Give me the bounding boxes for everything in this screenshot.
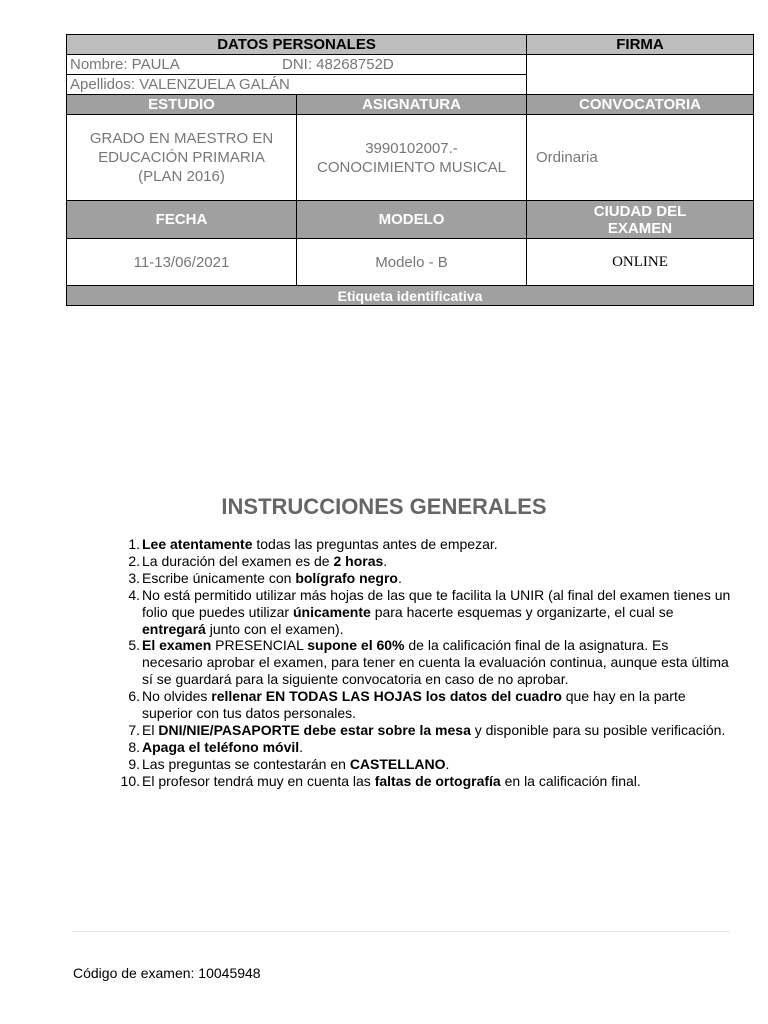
apellidos-field: Apellidos: VALENZUELA GALÁN [67, 75, 527, 95]
instruction-text: No olvides [142, 688, 212, 705]
convocatoria-header: CONVOCATORIA [527, 95, 754, 115]
instruction-bold-text: únicamente [293, 603, 371, 620]
estudio-value [67, 115, 297, 201]
datos-personales-header: DATOS PERSONALES [67, 35, 527, 55]
instruction-text: de la calificación final de la asignatura. Es necesario aprobar el examen, para tener en cuenta la evaluación continua, aunque esta última sí se guardará para la siguiente convocatoria en caso de no aprobar. [142, 637, 729, 688]
instruction-item [128, 755, 732, 773]
instruction-text: y disponible para su posible verificación. [470, 721, 726, 738]
firma-header: FIRMA [527, 35, 754, 55]
instruction-bold-text: rellenar EN TODAS LAS HOJAS los datos del cuadro [211, 688, 562, 705]
exam-header-table [66, 34, 754, 306]
instruction-number: 2. [128, 552, 140, 569]
instruction-bold-text: supone el 60% [307, 637, 405, 654]
instruction-text: La duración del examen es de [142, 552, 334, 569]
instruction-text: No está permitido utilizar más hojas de las que te facilita la UNIR (al final del examen tienes un folio que puedes utilizar [142, 586, 731, 620]
firma-box [527, 55, 754, 95]
instruction-text: que hay en la parte superior con tus datos personales. [142, 688, 686, 722]
instruction-text: El [142, 721, 159, 738]
instructions-list [120, 536, 732, 790]
instruction-number: 9. [128, 755, 140, 772]
instruction-bold-text: bolígrafo negro [295, 569, 398, 586]
ciudad-value: ONLINE [527, 239, 754, 286]
instruction-bold-text: Lee atentamente [142, 536, 253, 552]
asignatura-value [297, 115, 527, 201]
ciudad-line: EXAMEN [607, 219, 673, 237]
instruction-bold-text: El examen [142, 637, 212, 654]
instruction-bold-text: entregará [142, 620, 206, 637]
instruction-text: en la calificación final. [500, 772, 641, 789]
instruction-item [120, 772, 732, 790]
instruction-number: 8. [128, 738, 140, 755]
instruction-bold-text: faltas de ortografía [374, 772, 501, 789]
instruction-text: todas las preguntas antes de empezar. [252, 536, 498, 552]
instruction-text: . [299, 738, 304, 755]
ciudad-header [527, 201, 754, 239]
convocatoria-value: Ordinaria [527, 115, 754, 201]
instruction-text: Escribe únicamente con [142, 569, 296, 586]
instruction-item [128, 569, 732, 587]
instruction-item [128, 738, 732, 756]
instruction-text: junto con el examen). [205, 620, 344, 637]
instruction-text: Las preguntas se contestarán en [142, 755, 350, 772]
instruction-text: . [397, 569, 402, 586]
fecha-value: 11-13/06/2021 [67, 239, 297, 286]
instruction-item [128, 721, 732, 739]
asignatura-line: 3990102007.- [365, 139, 458, 157]
nombre-dni-row [67, 55, 527, 75]
modelo-header: MODELO [297, 201, 527, 239]
instruction-number: 4. [128, 586, 140, 603]
instruction-text: El profesor tendrá muy en cuenta las [142, 772, 375, 789]
estudio-header: ESTUDIO [67, 95, 297, 115]
fecha-header: FECHA [67, 201, 297, 239]
instructions-title: INSTRUCCIONES GENERALES [221, 494, 547, 519]
dni-field: DNI: 48268752D [282, 56, 394, 73]
instruction-bold-text: Apaga el teléfono móvil [142, 738, 300, 755]
estudio-line: EDUCACIÓN PRIMARIA [98, 149, 265, 166]
instruction-item [128, 688, 732, 722]
asignatura-line: CONOCIMIENTO MUSICAL [317, 158, 506, 176]
instruction-item [128, 586, 732, 638]
instruction-text: . [383, 552, 388, 569]
instruction-text: para hacerte esquemas y organizarte, el cual se [370, 603, 674, 620]
instruction-bold-text: CASTELLANO [349, 755, 446, 772]
modelo-value: Modelo - B [297, 239, 527, 286]
ciudad-line: CIUDAD DEL [593, 202, 687, 220]
asignatura-header: ASIGNATURA [297, 95, 527, 115]
estudio-line: (PLAN 2016) [138, 168, 225, 185]
instruction-bold-text: 2 horas [333, 552, 384, 569]
exam-code: Código de examen: 10045948 [73, 965, 261, 981]
instruction-item [128, 552, 732, 570]
instruction-number: 7. [128, 721, 140, 738]
instruction-text: PRESENCIAL [211, 637, 308, 654]
instruction-number: 10. [120, 772, 140, 789]
instruction-bold-text: DNI/NIE/PASAPORTE debe estar sobre la mesa [158, 721, 471, 738]
instruction-number: 3. [128, 569, 140, 586]
estudio-line: GRADO EN MAESTRO EN [89, 130, 274, 147]
instruction-item [128, 536, 732, 553]
instruction-number: 6. [128, 688, 140, 705]
nombre-field: Nombre: PAULA [70, 56, 180, 73]
instruction-text: . [445, 755, 450, 772]
instruction-number: 1. [128, 536, 140, 552]
etiqueta-identificativa: Etiqueta identificativa [67, 286, 754, 306]
footer-divider [72, 931, 730, 932]
instruction-number: 5. [128, 637, 140, 654]
instruction-item [128, 637, 732, 688]
